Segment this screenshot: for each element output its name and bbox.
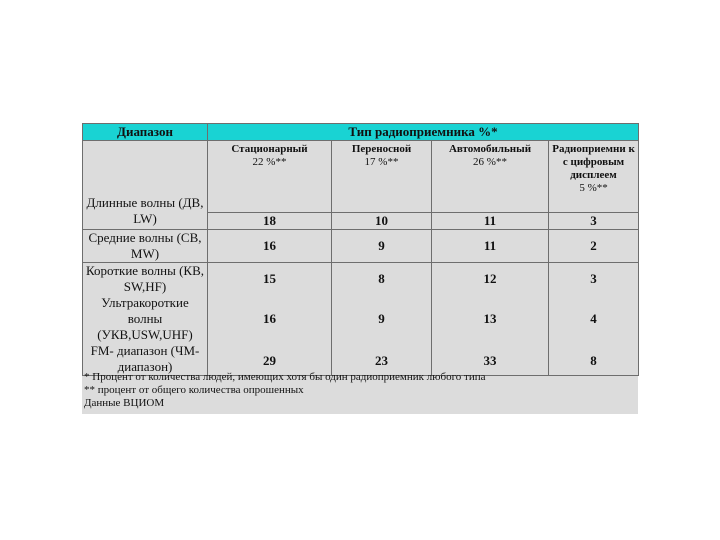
cell (332, 230, 432, 263)
table-row-group (83, 263, 639, 376)
cell-value: 12 (483, 271, 497, 286)
cell-value: 15 (263, 271, 276, 286)
cell (432, 213, 549, 230)
cell-value: 11 (483, 238, 497, 253)
col-header (432, 141, 549, 213)
row-label: Длинные волны (ДВ, LW) (86, 195, 204, 226)
cell (549, 213, 639, 230)
header-receiver-type: Тип радиоприемника %* (208, 124, 639, 141)
footnote: ** процент от общего количества опрошенных (84, 384, 304, 396)
row-label: Ультракороткие волны (УКВ,USW,UHF) (97, 295, 193, 342)
table-header-row (83, 124, 639, 141)
cell (432, 263, 549, 376)
cell-value: 18 (263, 213, 276, 228)
cell-value: 9 (378, 311, 385, 326)
cell-value: 10 (375, 213, 388, 228)
cell (332, 213, 432, 230)
table-slide (82, 123, 638, 414)
cell-value: 29 (263, 353, 276, 368)
cell-value: 3 (590, 271, 597, 286)
col-share: 22 %** (252, 156, 287, 168)
row-label: FM- диапазон (ЧМ-диапазон) (90, 343, 200, 374)
col-header (332, 141, 432, 213)
col-title: Радиоприемни к с цифровым дисплеем (552, 143, 635, 181)
cell (332, 263, 432, 376)
cell (208, 230, 332, 263)
cell-value: 4 (590, 311, 597, 326)
row-label-cell (83, 263, 208, 376)
col-share: 26 %** (473, 156, 507, 168)
row-label: Средние волны (СВ, MW) (88, 230, 202, 261)
cell-value: 3 (590, 213, 597, 228)
col-title: Стационарный (231, 143, 308, 155)
footnote-source: Данные ВЦИОМ (84, 397, 165, 409)
cell (549, 263, 639, 376)
table-subheader-row (83, 141, 639, 213)
cell-value: 9 (378, 238, 385, 253)
cell-value: 16 (263, 311, 276, 326)
cell-value: 8 (378, 271, 385, 286)
table-row (83, 230, 639, 263)
cell-value: 8 (590, 353, 597, 368)
cell (549, 230, 639, 263)
footnote: * Процент от количества людей, имеющих хотя бы один радиоприемник любого типа (84, 371, 486, 383)
row-label: Короткие волны (КВ, SW,HF) (85, 263, 205, 294)
cell-value: 16 (263, 238, 276, 253)
col-header (549, 141, 639, 213)
footnotes (82, 371, 638, 410)
cell-value: 2 (590, 238, 597, 253)
cell-value: 13 (483, 311, 497, 326)
cell-value: 23 (375, 353, 388, 368)
cell-value: 11 (483, 213, 497, 228)
cell (208, 263, 332, 376)
col-share: 5 %** (579, 182, 608, 194)
cell (208, 213, 332, 230)
radio-table (82, 123, 639, 376)
col-title: Переносной (351, 143, 412, 155)
row-label-cell (83, 141, 208, 230)
col-header (208, 141, 332, 213)
col-title: Автомобильный (448, 143, 532, 155)
cell-value: 33 (483, 353, 497, 368)
col-share: 17 %** (364, 156, 399, 168)
header-range: Диапазон (83, 124, 208, 141)
row-label-cell (83, 230, 208, 263)
cell (432, 230, 549, 263)
